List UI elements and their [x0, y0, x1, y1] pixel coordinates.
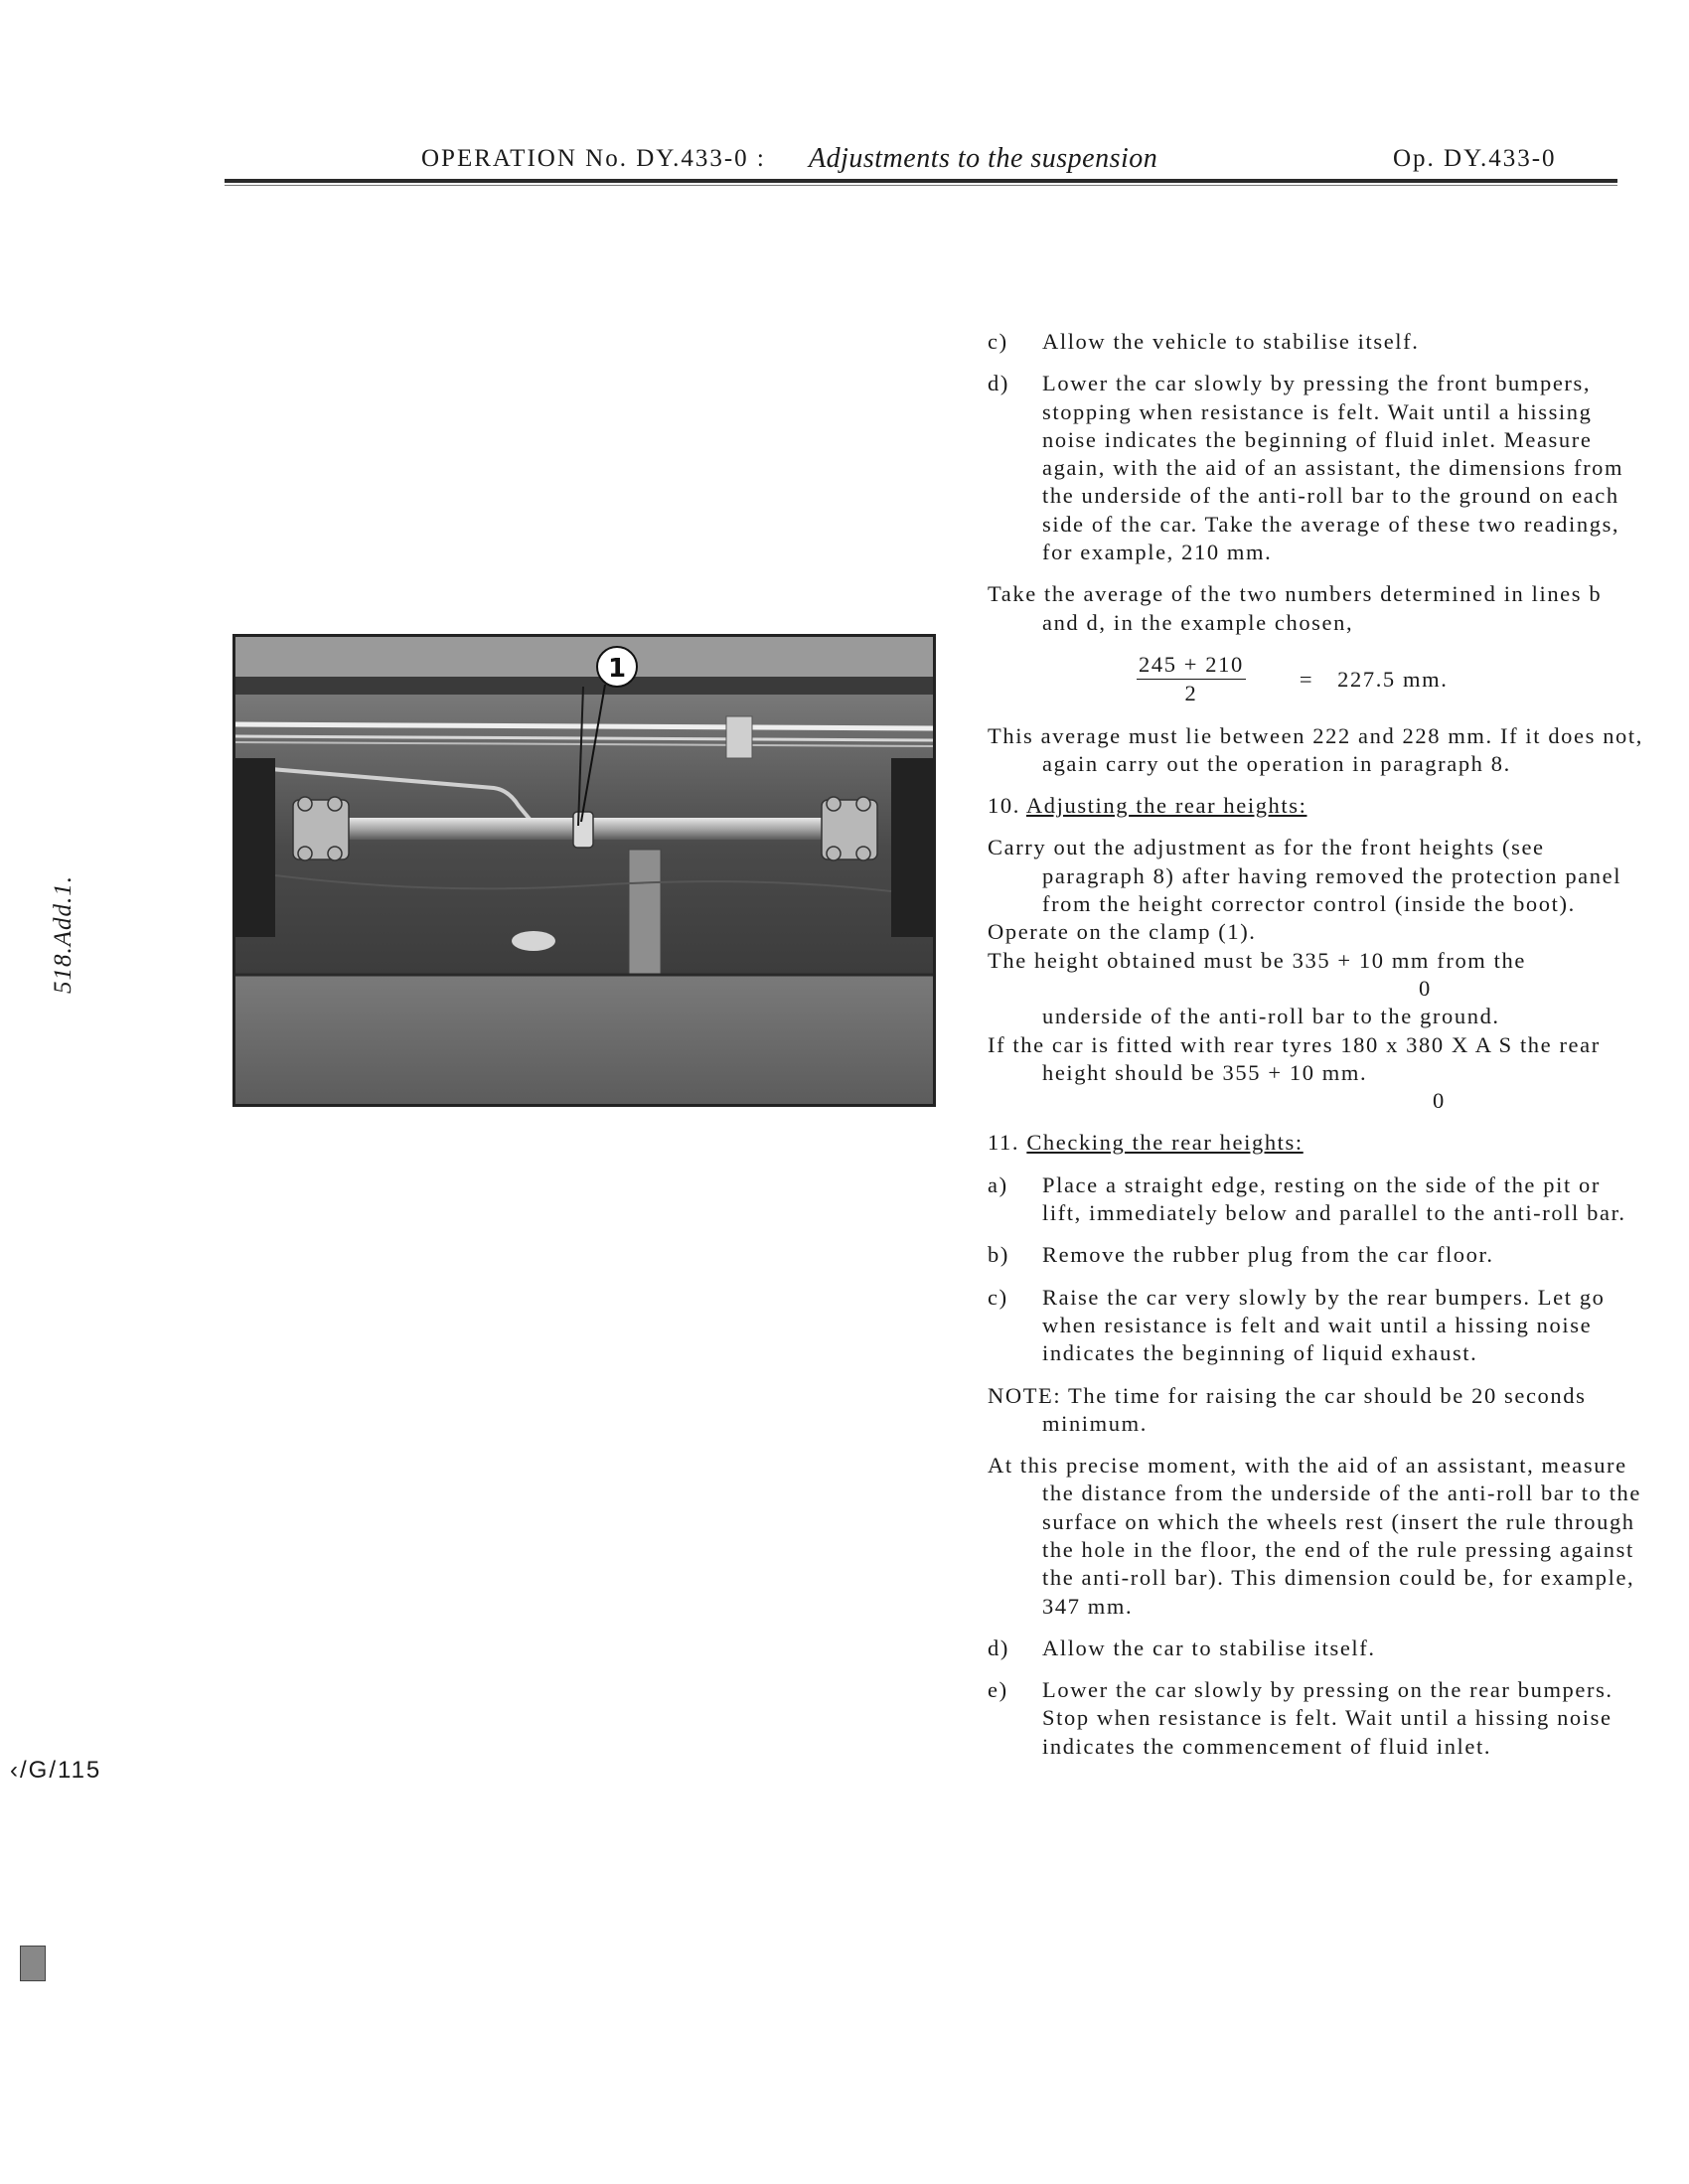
average-range: This average must lie between 222 and 228 mm. If it does not, again carry out the operation in paragraph 8.	[988, 722, 1643, 776]
step-text: Lower the car slowly by pressing on the rear bumpers. Stop when resistance is felt. Wait until a hissing noise indicates the commencement of fluid inlet.	[1042, 1677, 1613, 1759]
step-text: Place a straight edge, resting on the side of the pit or lift, immediately below and parallel to the anti-roll bar.	[1042, 1171, 1626, 1226]
step-label: d)	[988, 1635, 1009, 1660]
section-title: Checking the rear heights:	[1026, 1130, 1304, 1156]
step-b	[988, 1241, 1643, 1269]
step-label: a)	[988, 1171, 1008, 1197]
step-c	[988, 328, 1643, 356]
formula-result: 227.5 mm.	[1337, 666, 1449, 692]
section-10-heading	[988, 792, 1643, 820]
step-text: Raise the car very slowly by the rear bumpers. Let go when resistance is felt and wait until a hissing noise indicates the beginning of liquid exhaust.	[1042, 1284, 1606, 1366]
step-d2	[988, 1635, 1643, 1662]
instructions-column	[988, 328, 1643, 1775]
tolerance-lower: 0	[1419, 975, 1432, 1001]
suspension-photo	[232, 634, 936, 1107]
callout-label: 1	[607, 654, 627, 684]
step-label: c)	[988, 329, 1008, 354]
formula-equals: =	[1299, 666, 1314, 692]
page-title: Adjustments to the suspension	[809, 143, 1158, 174]
formula-numerator: 245 + 210	[1137, 651, 1246, 680]
step-a	[988, 1171, 1643, 1228]
header-rule-thin	[225, 185, 1617, 186]
operation-number: OPERATION No. DY.433-0 :	[421, 145, 766, 172]
average-intro: Take the average of the two numbers determined in lines b and d, in the example chosen,	[988, 581, 1603, 635]
note: NOTE: The time for raising the car should be 20 seconds minimum.	[988, 1382, 1587, 1436]
step-text: Lower the car slowly by pressing the front bumpers, stopping when resistance is felt. Wait until a hissing noise indicates the beginning of fluid inlet. Measure again, with the aid of an assistant, the dimensions from the underside of the anti-roll bar to the ground on each side of the car. Take the average of these two readings, for example, 210 mm.	[1042, 371, 1624, 565]
average-formula	[1137, 651, 1643, 708]
section-title: Adjusting the rear heights:	[1025, 793, 1307, 819]
step-d	[988, 370, 1643, 566]
margin-reference: 518.Add.1.	[50, 874, 77, 994]
step-label: e)	[988, 1677, 1008, 1703]
photo-illustration	[235, 637, 933, 1104]
step-label: d)	[988, 371, 1009, 396]
section-number: 10.	[988, 793, 1020, 819]
binding-mark	[20, 1946, 46, 1981]
step-label: c)	[988, 1284, 1008, 1310]
step-e	[988, 1676, 1643, 1761]
section-10-height-cont: underside of the anti-roll bar to the ground.	[1042, 1004, 1500, 1029]
margin-code: ‹/G/115	[10, 1757, 102, 1784]
operation-code: Op. DY.433-0	[1393, 145, 1557, 172]
formula-denominator: 2	[1184, 681, 1198, 706]
section-10-tyres: If the car is fitted with rear tyres 180 x 380 X A S the rear height should be 355 + 10 mm.	[988, 1031, 1601, 1085]
section-10-clamp: Operate on the clamp (1).	[988, 919, 1257, 945]
section-10-text: Carry out the adjustment as for the front heights (see paragraph 8) after having removed the protection panel from the height corrector control (inside the boot).	[988, 835, 1622, 917]
step-text: Remove the rubber plug from the car floor.	[1042, 1242, 1494, 1268]
measure-paragraph: At this precise moment, with the aid of an assistant, measure the distance from the underside of the anti-roll bar to the surface on which the wheels rest (insert the rule through the hole in the floor, the end of the rule pressing against the anti-roll bar). This dimension could be, for example, 347 mm.	[988, 1453, 1641, 1619]
step-c2	[988, 1284, 1643, 1368]
section-11-heading	[988, 1129, 1643, 1157]
section-10-height: The height obtained must be 335 + 10 mm from the	[988, 947, 1526, 973]
step-text: Allow the car to stabilise itself.	[1042, 1635, 1376, 1660]
step-label: b)	[988, 1242, 1009, 1268]
step-text: Allow the vehicle to stabilise itself.	[1042, 329, 1420, 354]
header-rule	[225, 179, 1617, 183]
section-number: 11.	[988, 1130, 1020, 1156]
tolerance-lower-2: 0	[1433, 1088, 1446, 1114]
